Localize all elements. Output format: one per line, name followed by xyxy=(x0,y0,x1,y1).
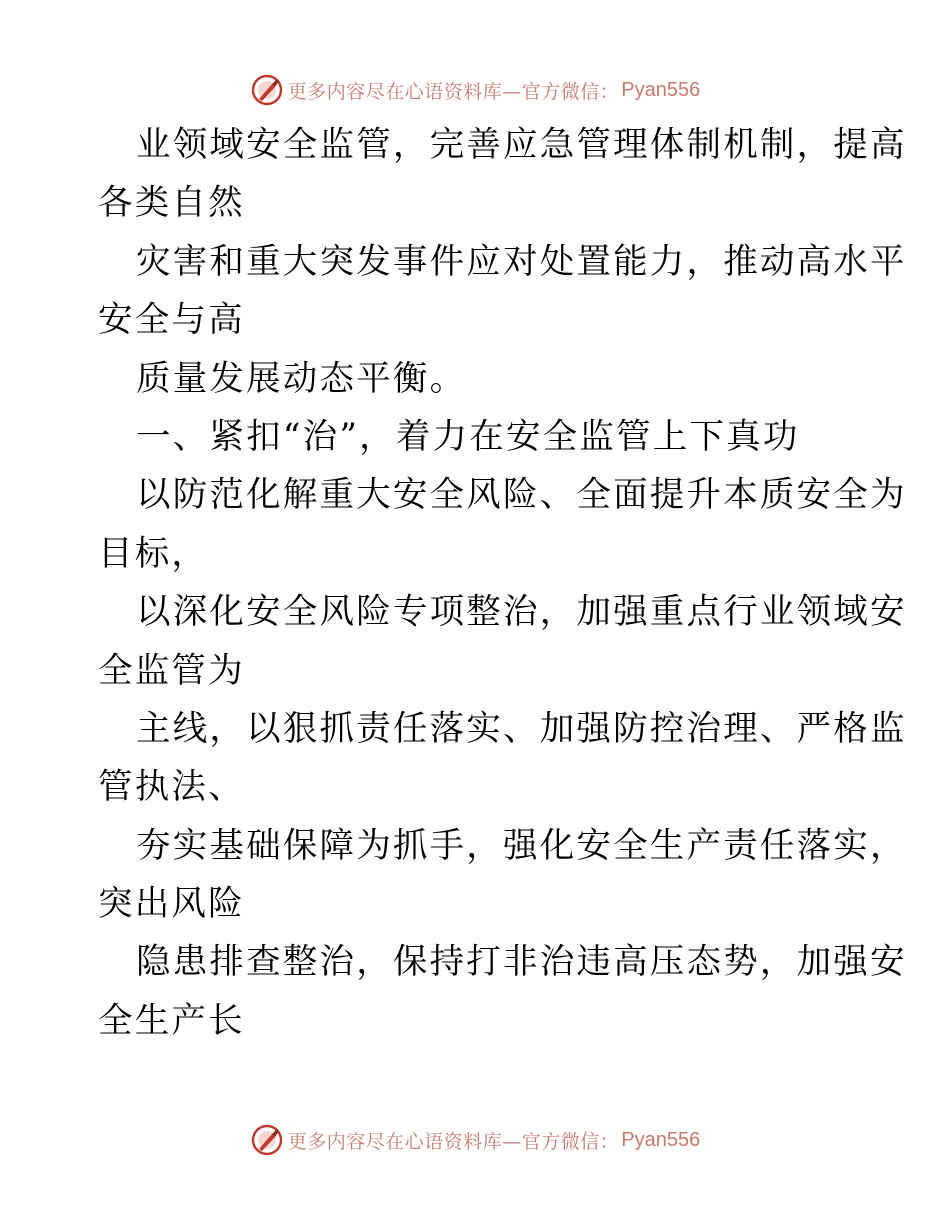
text-line: 安全与高 xyxy=(98,300,245,341)
text-line: 夯实基础保障为抓手，强化安全生产责任落实， xyxy=(136,825,907,866)
header-watermark xyxy=(0,72,950,108)
text-line: 各类自然 xyxy=(98,183,245,224)
text-line: 管执法、 xyxy=(98,767,245,808)
text-line: 隐患排查整治，保持打非治违高压态势，加强安 xyxy=(136,942,907,983)
pen-logo-icon xyxy=(250,73,284,107)
text-line: 质量发展动态平衡。 xyxy=(136,358,467,399)
text-line: 灾害和重大突发事件应对处置能力，推动高水平 xyxy=(136,241,907,282)
watermark-handle: Pyan556 xyxy=(621,78,701,101)
pen-logo-icon xyxy=(250,1123,284,1157)
text-line: 全生产长 xyxy=(98,1000,245,1041)
section-heading: 一、紧扣“治”，着力在安全监管上下真功 xyxy=(136,416,800,457)
watermark-handle: Pyan556 xyxy=(621,1128,701,1151)
watermark-text: 更多内容尽在心语资料库—官方微信： xyxy=(287,80,620,103)
document-body xyxy=(98,116,907,1050)
watermark-text: 更多内容尽在心语资料库—官方微信： xyxy=(287,1130,620,1153)
text-line: 业领域安全监管，完善应急管理体制机制，提高 xyxy=(136,125,907,165)
text-line: 突出风险 xyxy=(98,884,245,925)
text-line: 目标， xyxy=(98,533,209,574)
text-line: 主线，以狠抓责任落实、加强防控治理、严格监 xyxy=(136,708,907,749)
footer-watermark xyxy=(0,1122,950,1158)
text-line: 以防范化解重大安全风险、全面提升本质安全为 xyxy=(136,475,907,516)
text-line: 以深化安全风险专项整治，加强重点行业领域安 xyxy=(136,592,907,633)
text-line: 全监管为 xyxy=(98,650,245,691)
